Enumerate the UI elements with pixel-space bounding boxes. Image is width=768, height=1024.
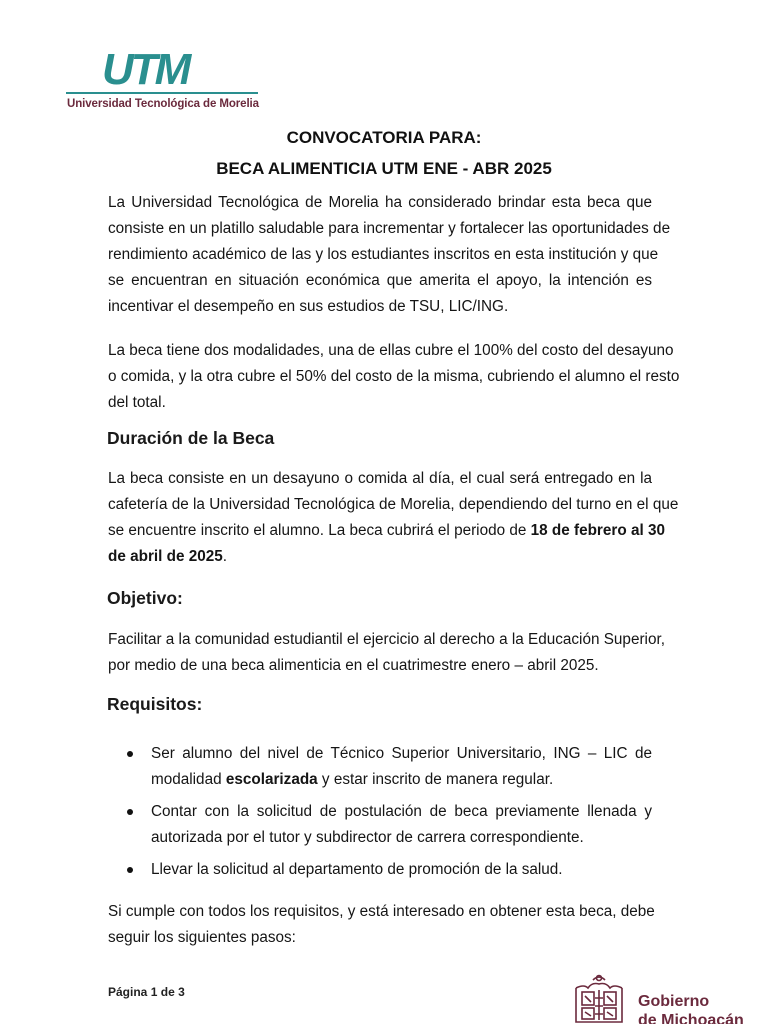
logo-caption: Universidad Tecnológica de Morelia <box>67 98 259 110</box>
text-line: Facilitar a la comunidad estudiantil el ejercicio al derecho a la Educación Superior, <box>108 631 665 648</box>
document-title: CONVOCATORIA PARA: <box>286 128 482 147</box>
gov-line-1: Gobierno <box>638 993 710 1010</box>
list-item <box>124 741 652 793</box>
closing-paragraph <box>108 899 655 951</box>
objective-paragraph <box>108 627 665 679</box>
bullet-icon <box>127 751 133 757</box>
text-line: cafetería de la Universidad Tecnológica de Morelia, dependiendo del turno en el que <box>108 496 679 513</box>
text-line: autorizada por el tutor y subdirector de carrera correspondiente. <box>151 829 584 846</box>
text-run: . <box>222 548 228 565</box>
date-range-start: 18 de febrero al 30 <box>530 522 665 539</box>
list-item <box>124 799 652 851</box>
gov-line-2: de Michoacán <box>638 1012 744 1024</box>
text-line: rendimiento académico de las y los estudiantes inscritos en esta institución y que <box>108 246 659 263</box>
text-run: y estar inscrito de manera regular. <box>317 771 554 788</box>
duration-paragraph <box>108 466 679 570</box>
logo-text: UTM <box>102 46 189 90</box>
page-number <box>108 985 185 999</box>
page-total: 3 <box>178 985 185 999</box>
requirements-heading: Requisitos: <box>107 694 203 714</box>
page-word: Página <box>108 985 148 999</box>
text-line: Si cumple con todos los requisitos, y está interesado en obtener esta beca, debe <box>108 903 655 920</box>
text-line: incentivar el desempeño en sus estudios de TSU, LIC/ING. <box>108 298 509 315</box>
utm-logo <box>66 46 259 120</box>
modalities-paragraph <box>108 338 680 416</box>
objective-heading: Objetivo: <box>107 588 183 608</box>
text-run: modalidad <box>151 771 226 788</box>
text-line: La beca tiene dos modalidades, una de ellas cubre el 100% del costo del desayuno <box>108 342 674 359</box>
requirements-list <box>124 741 652 883</box>
date-range-end: de abril de 2025 <box>108 548 223 565</box>
text-line <box>108 518 665 544</box>
text-line <box>151 767 652 793</box>
text-line: Ser alumno del nivel de Técnico Superior Universitario, ING – LIC de <box>151 745 652 762</box>
emphasis-text: escolarizada <box>225 771 318 788</box>
text-line: La beca consiste en un desayuno o comida al día, el cual será entregado en la <box>108 470 652 487</box>
logo-underline <box>66 92 258 94</box>
text-line: o comida, y la otra cubre el 50% del costo de la misma, cubriendo el alumno el resto <box>108 368 680 385</box>
text-line: Contar con la solicitud de postulación de beca previamente llenada y <box>151 803 652 820</box>
bullet-icon <box>127 867 133 873</box>
text-run: se encuentre inscrito el alumno. La beca cubrirá el periodo de <box>108 522 531 539</box>
document-subtitle: BECA ALIMENTICIA UTM ENE - ABR 2025 <box>216 159 552 178</box>
text-line: Llevar la solicitud al departamento de promoción de la salud. <box>151 861 563 878</box>
government-name <box>638 992 744 1024</box>
text-line <box>108 544 652 570</box>
intro-paragraph <box>108 190 671 320</box>
utm-logo-mark <box>100 46 250 90</box>
page-current: 1 <box>150 985 158 999</box>
government-logo <box>568 974 768 1024</box>
text-line: del total. <box>108 394 166 411</box>
page-of: de <box>160 985 175 999</box>
text-line: seguir los siguientes pasos: <box>108 929 296 946</box>
text-line: consiste en un platillo saludable para incrementar y fortalecer las oportunidades de <box>108 220 671 237</box>
michoacan-seal-icon <box>570 974 628 1024</box>
text-line: se encuentran en situación económica que amerita el apoyo, la intención es <box>108 272 652 289</box>
list-item <box>124 857 652 883</box>
bullet-icon <box>127 809 133 815</box>
text-line: por medio de una beca alimenticia en el cuatrimestre enero – abril 2025. <box>108 657 599 674</box>
duration-heading: Duración de la Beca <box>107 428 275 448</box>
text-line: La Universidad Tecnológica de Morelia ha considerado brindar esta beca que <box>108 194 652 211</box>
